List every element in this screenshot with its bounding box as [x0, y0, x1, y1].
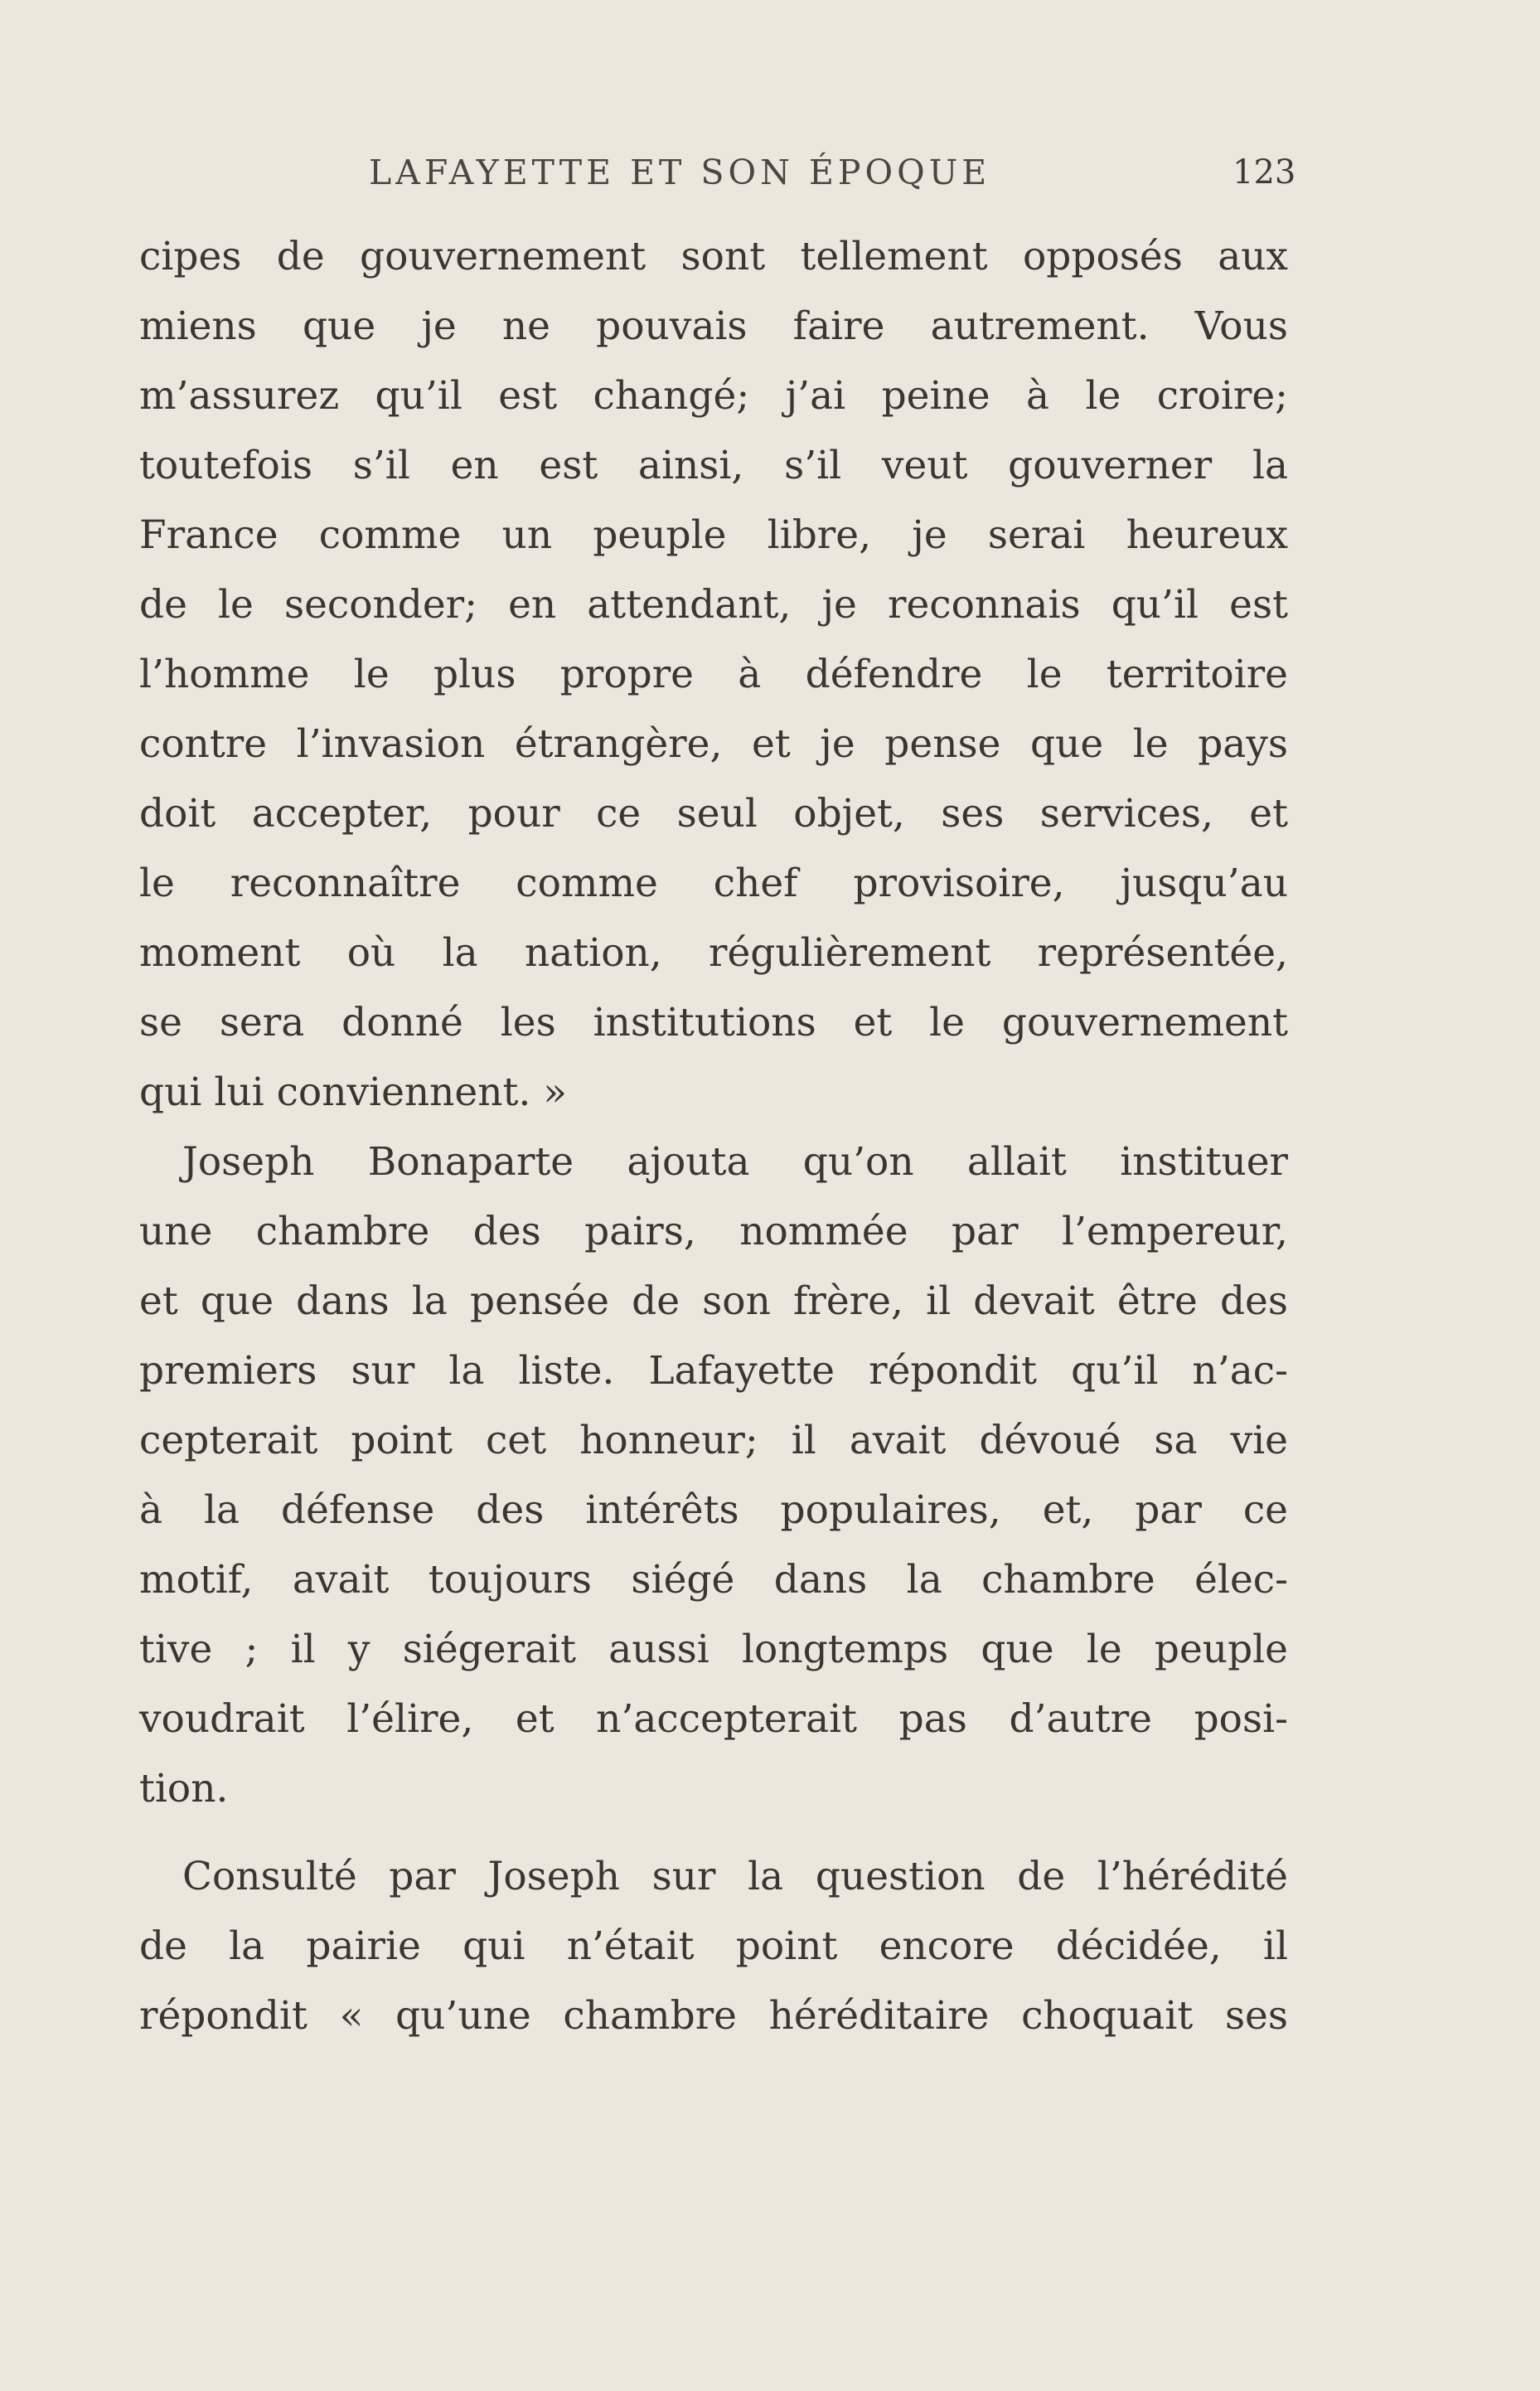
- text-line: qui lui conviennent. »: [139, 1069, 568, 1115]
- paragraph-spacing: [139, 1824, 1288, 1842]
- text-line: à la défense des intérêts populaires, et, par ce: [139, 1487, 1288, 1533]
- paragraph-2: [139, 1128, 1288, 1824]
- text-line: France comme un peuple libre, je serai heureux: [139, 512, 1288, 558]
- text-line: tive ; il y siégerait aussi longtemps que le peuple: [139, 1627, 1288, 1672]
- text-line: premiers sur la liste. Lafayette répondit qu’il n’ac-: [139, 1348, 1288, 1394]
- text-line: m’assurez qu’il est changé; j’ai peine à le croire;: [139, 373, 1288, 419]
- text-line: cipes de gouvernement sont tellement opposés aux: [139, 234, 1288, 279]
- body-text: [139, 222, 1288, 2051]
- paragraph-1: [139, 222, 1288, 1128]
- text-line: de la pairie qui n’était point encore décidée, il: [139, 1923, 1288, 1969]
- text-line: tion.: [139, 1766, 229, 1811]
- text-line: motif, avait toujours siégé dans la chambre élec-: [139, 1557, 1288, 1603]
- text-line: de le seconder; en attendant, je reconnais qu’il est: [139, 582, 1288, 628]
- text-line: Consulté par Joseph sur la question de l’hérédité: [182, 1854, 1288, 1899]
- text-line: doit accepter, pour ce seul objet, ses services, et: [139, 791, 1288, 837]
- page-number: 123: [1232, 153, 1296, 192]
- text-line: moment où la nation, régulièrement représentée,: [139, 930, 1288, 976]
- text-line: contre l’invasion étrangère, et je pense que le pays: [139, 721, 1288, 767]
- text-line: Joseph Bonaparte ajouta qu’on allait instituer: [182, 1139, 1288, 1185]
- text-line: voudrait l’élire, et n’accepterait pas d’autre posi-: [139, 1696, 1288, 1742]
- running-head: [0, 148, 1540, 197]
- text-line: le reconnaître comme chef provisoire, jusqu’au: [139, 861, 1288, 906]
- text-line: se sera donné les institutions et le gouvernement: [139, 1000, 1288, 1045]
- text-line: toutefois s’il en est ainsi, s’il veut gouverner la: [139, 443, 1288, 488]
- running-title: LAFAYETTE ET SON ÉPOQUE: [369, 153, 991, 192]
- text-line: l’homme le plus propre à défendre le territoire: [139, 652, 1288, 697]
- text-line: une chambre des pairs, nommée par l’empereur,: [139, 1209, 1288, 1254]
- text-line: cepterait point cet honneur; il avait dévoué sa vie: [139, 1418, 1288, 1463]
- text-line: miens que je ne pouvais faire autrement. Vous: [139, 303, 1288, 349]
- text-line: répondit « qu’une chambre héréditaire choquait ses: [139, 1993, 1288, 2039]
- text-line: et que dans la pensée de son frère, il devait être des: [139, 1278, 1288, 1324]
- paragraph-3: [139, 1842, 1288, 2051]
